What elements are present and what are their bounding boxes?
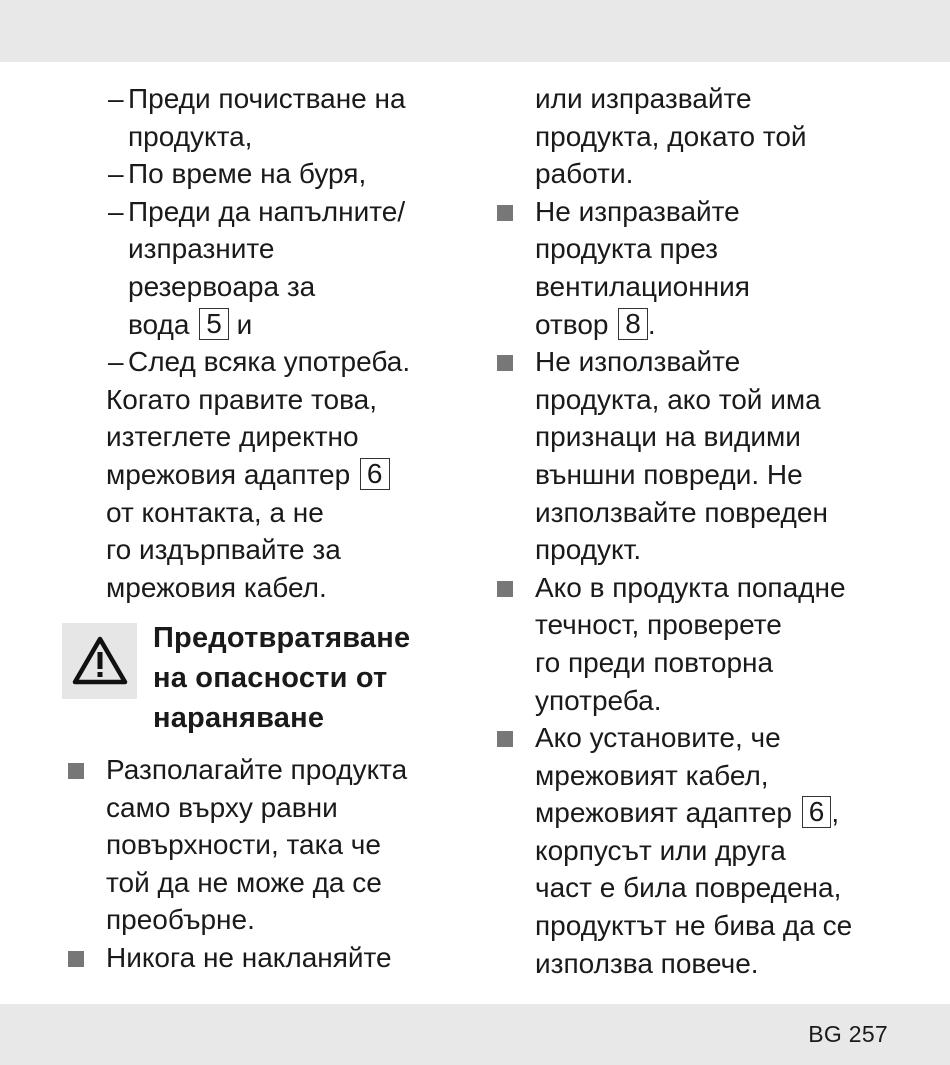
left-bullets: Разполагайте продукта само върху равни повърхности, така че той да не може да се преобърне. Никога не накланяйте [106,751,446,977]
page-number: BG 257 [808,1021,888,1047]
paragraph-line: мрежовия кабел. [106,571,327,603]
reference-number-box: 8 [618,308,648,340]
dash-item: – По време на буря, [108,158,367,190]
list-item: Не използвайте [535,343,935,381]
reference-number-box: 6 [802,796,832,828]
square-bullet-icon [497,355,513,371]
paragraph-line: го издърпвайте за [106,534,341,566]
top-band [0,0,950,62]
paragraph-line: Когато правите това, [106,383,377,415]
list-item: Разполагайте продукта [106,751,446,789]
dash-item: – Преди да напълните/ [108,195,406,227]
square-bullet-icon [497,205,513,221]
paragraph-line: мрежовия адаптер 6 [106,456,446,494]
section-heading: Предотвратяване на опасности от нараняване [153,622,411,734]
square-bullet-icon [497,581,513,597]
list-item: Не изпразвайте [535,193,935,231]
list-item: Ако в продукта попадне [535,569,935,607]
left-column: – Преди почистване на продукта, – По време на буря, – Преди да напълните/ изпразните резервоара за вода 5 и – След всяка употреба. Когато правите това, изтеглете директно мрежовия адаптер 6 от контакта, а не го издърпвайте за мрежовия кабел. [106,80,446,606]
dash-item: – След всяка употреба. [108,346,411,378]
right-column: или изпразвайте продукта, докато той работи. Не изпразвайте продукта през вентилационния отвор 8 . Не използвайте продукта, ако той има признаци на видими външни повреди. Не използвайте повреден продукт. Ако в продукта попадне течност, проверете го преди повторна употреба. Ако установите, че мрежовият кабел, мрежовият адаптер 6 , корпусът или друга част е била повредена, продуктът не бива да се използва повече. [535,80,935,982]
list-item: Ако установите, че [535,719,935,757]
paragraph-line: от контакта, а не [106,496,324,528]
warning-box [62,623,137,699]
reference-number-box: 6 [360,458,390,490]
square-bullet-icon [497,731,513,747]
list-item: Никога не накланяйте [106,939,446,977]
square-bullet-icon [68,763,84,779]
reference-number-box: 5 [199,308,229,340]
warning-triangle-icon [71,635,129,687]
square-bullet-icon [68,951,84,967]
paragraph-line: изтеглете директно [106,421,359,453]
dash-item: – Преди почистване на [108,83,406,114]
